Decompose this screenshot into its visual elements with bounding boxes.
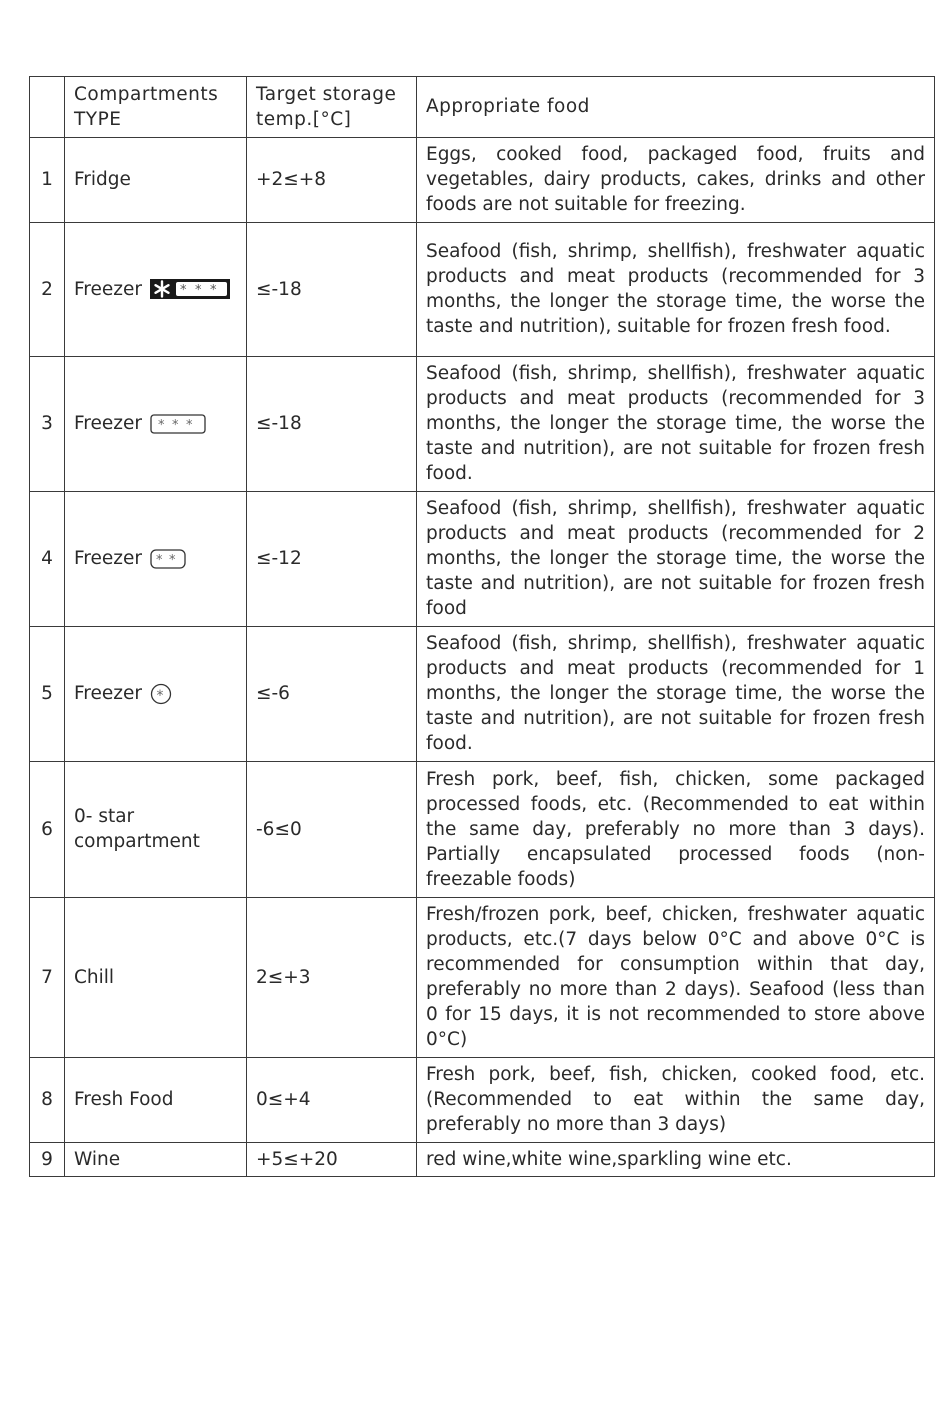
svg-text:*: * [194,283,202,298]
compartment-type: Freezer [74,278,142,300]
compartment-type: Freezer [74,413,142,434]
svg-text:*: * [157,417,165,433]
table-row [30,1058,935,1143]
header-appropriate-food: Appropriate food [417,77,935,138]
row-number: 9 [30,1143,65,1177]
food-storage-table [29,76,935,1177]
row-number: 8 [30,1058,65,1143]
table-row [30,627,935,762]
four-star-freezer-icon [150,279,230,299]
target-temp: ≤-18 [247,357,417,492]
target-temp: 2≤+3 [247,898,417,1058]
compartment-type: Wine [65,1143,247,1177]
header-number [30,77,65,138]
table-row [30,898,935,1058]
appropriate-food: red wine,white wine,sparkling wine etc. [417,1143,935,1177]
one-star-freezer-icon [150,683,172,705]
target-temp: -6≤0 [247,762,417,898]
table-row [30,762,935,898]
target-temp: +2≤+8 [247,138,417,223]
table-row [30,357,935,492]
header-compartment-type: Compartments TYPE [65,77,247,138]
two-star-freezer-icon [150,549,186,569]
target-temp: ≤-18 [247,223,417,357]
row-number: 2 [30,223,65,357]
svg-text:*: * [156,687,164,704]
table-row [30,1143,935,1177]
appropriate-food: Fresh/frozen pork, beef, chicken, freshwater aquatic products, etc.(7 days below 0°C and above 0°C is recommended for consumption within that day, preferably no more than 2 days). Seafood (less than 0 for 15 days, it is not recommended to store above 0°C) [417,898,935,1058]
compartment-type: Freezer [74,548,142,569]
appropriate-food: Eggs, cooked food, packaged food, fruits and vegetables, dairy products, cakes, drinks and other foods are not suitable for freezing. [417,138,935,223]
row-number: 1 [30,138,65,223]
svg-text:*: * [171,417,179,433]
compartment-type: Fridge [65,138,247,223]
appropriate-food: Seafood (fish, shrimp, shellfish), freshwater aquatic products and meat products (recommended for 3 months, the longer the storage time, the worse the taste and nutrition), are not suitable for frozen fresh food. [417,357,935,492]
appropriate-food: Seafood (fish, shrimp, shellfish), freshwater aquatic products and meat products (recommended for 2 months, the longer the storage time, the worse the taste and nutrition), are not suitable for frozen fresh food [417,492,935,627]
row-number: 6 [30,762,65,898]
svg-text:*: * [168,552,176,568]
appropriate-food: Seafood (fish, shrimp, shellfish), freshwater aquatic products and meat products (recommended for 3 months, the longer the storage time, the worse the taste and nutrition), suitable for frozen fresh food. [417,223,935,357]
target-temp: +5≤+20 [247,1143,417,1177]
svg-text:*: * [209,283,217,298]
header-target-temp: Target storage temp.[°C] [247,77,417,138]
appropriate-food: Fresh pork, beef, fish, chicken, some packaged processed foods, etc. (Recommended to eat within the same day, preferably no more than 3 days). Partially encapsulated processed foods (non-freezable foods) [417,762,935,898]
svg-text:*: * [155,552,163,568]
row-number: 4 [30,492,65,627]
compartment-type-cell [65,223,247,357]
header-row [30,77,935,138]
compartment-type: Freezer [74,683,142,704]
target-temp: ≤-12 [247,492,417,627]
compartment-type-cell [65,357,247,492]
appropriate-food: Fresh pork, beef, fish, chicken, cooked food, etc. (Recommended to eat within the same day, preferably no more than 3 days) [417,1058,935,1143]
compartment-type: Chill [65,898,247,1058]
row-number: 3 [30,357,65,492]
compartment-type: 0- star compartment [65,762,247,898]
row-number: 7 [30,898,65,1058]
table-row [30,138,935,223]
compartment-type-cell [65,627,247,762]
three-star-freezer-icon [150,414,206,434]
svg-text:*: * [179,283,187,298]
table-row [30,223,935,357]
compartment-type: Fresh Food [65,1058,247,1143]
row-number: 5 [30,627,65,762]
svg-text:*: * [185,417,193,433]
table-row [30,492,935,627]
compartment-type-cell [65,492,247,627]
appropriate-food: Seafood (fish, shrimp, shellfish), freshwater aquatic products and meat products (recommended for 1 months, the longer the storage time, the worse the taste and nutrition), are not suitable for frozen fresh food. [417,627,935,762]
target-temp: ≤-6 [247,627,417,762]
target-temp: 0≤+4 [247,1058,417,1143]
